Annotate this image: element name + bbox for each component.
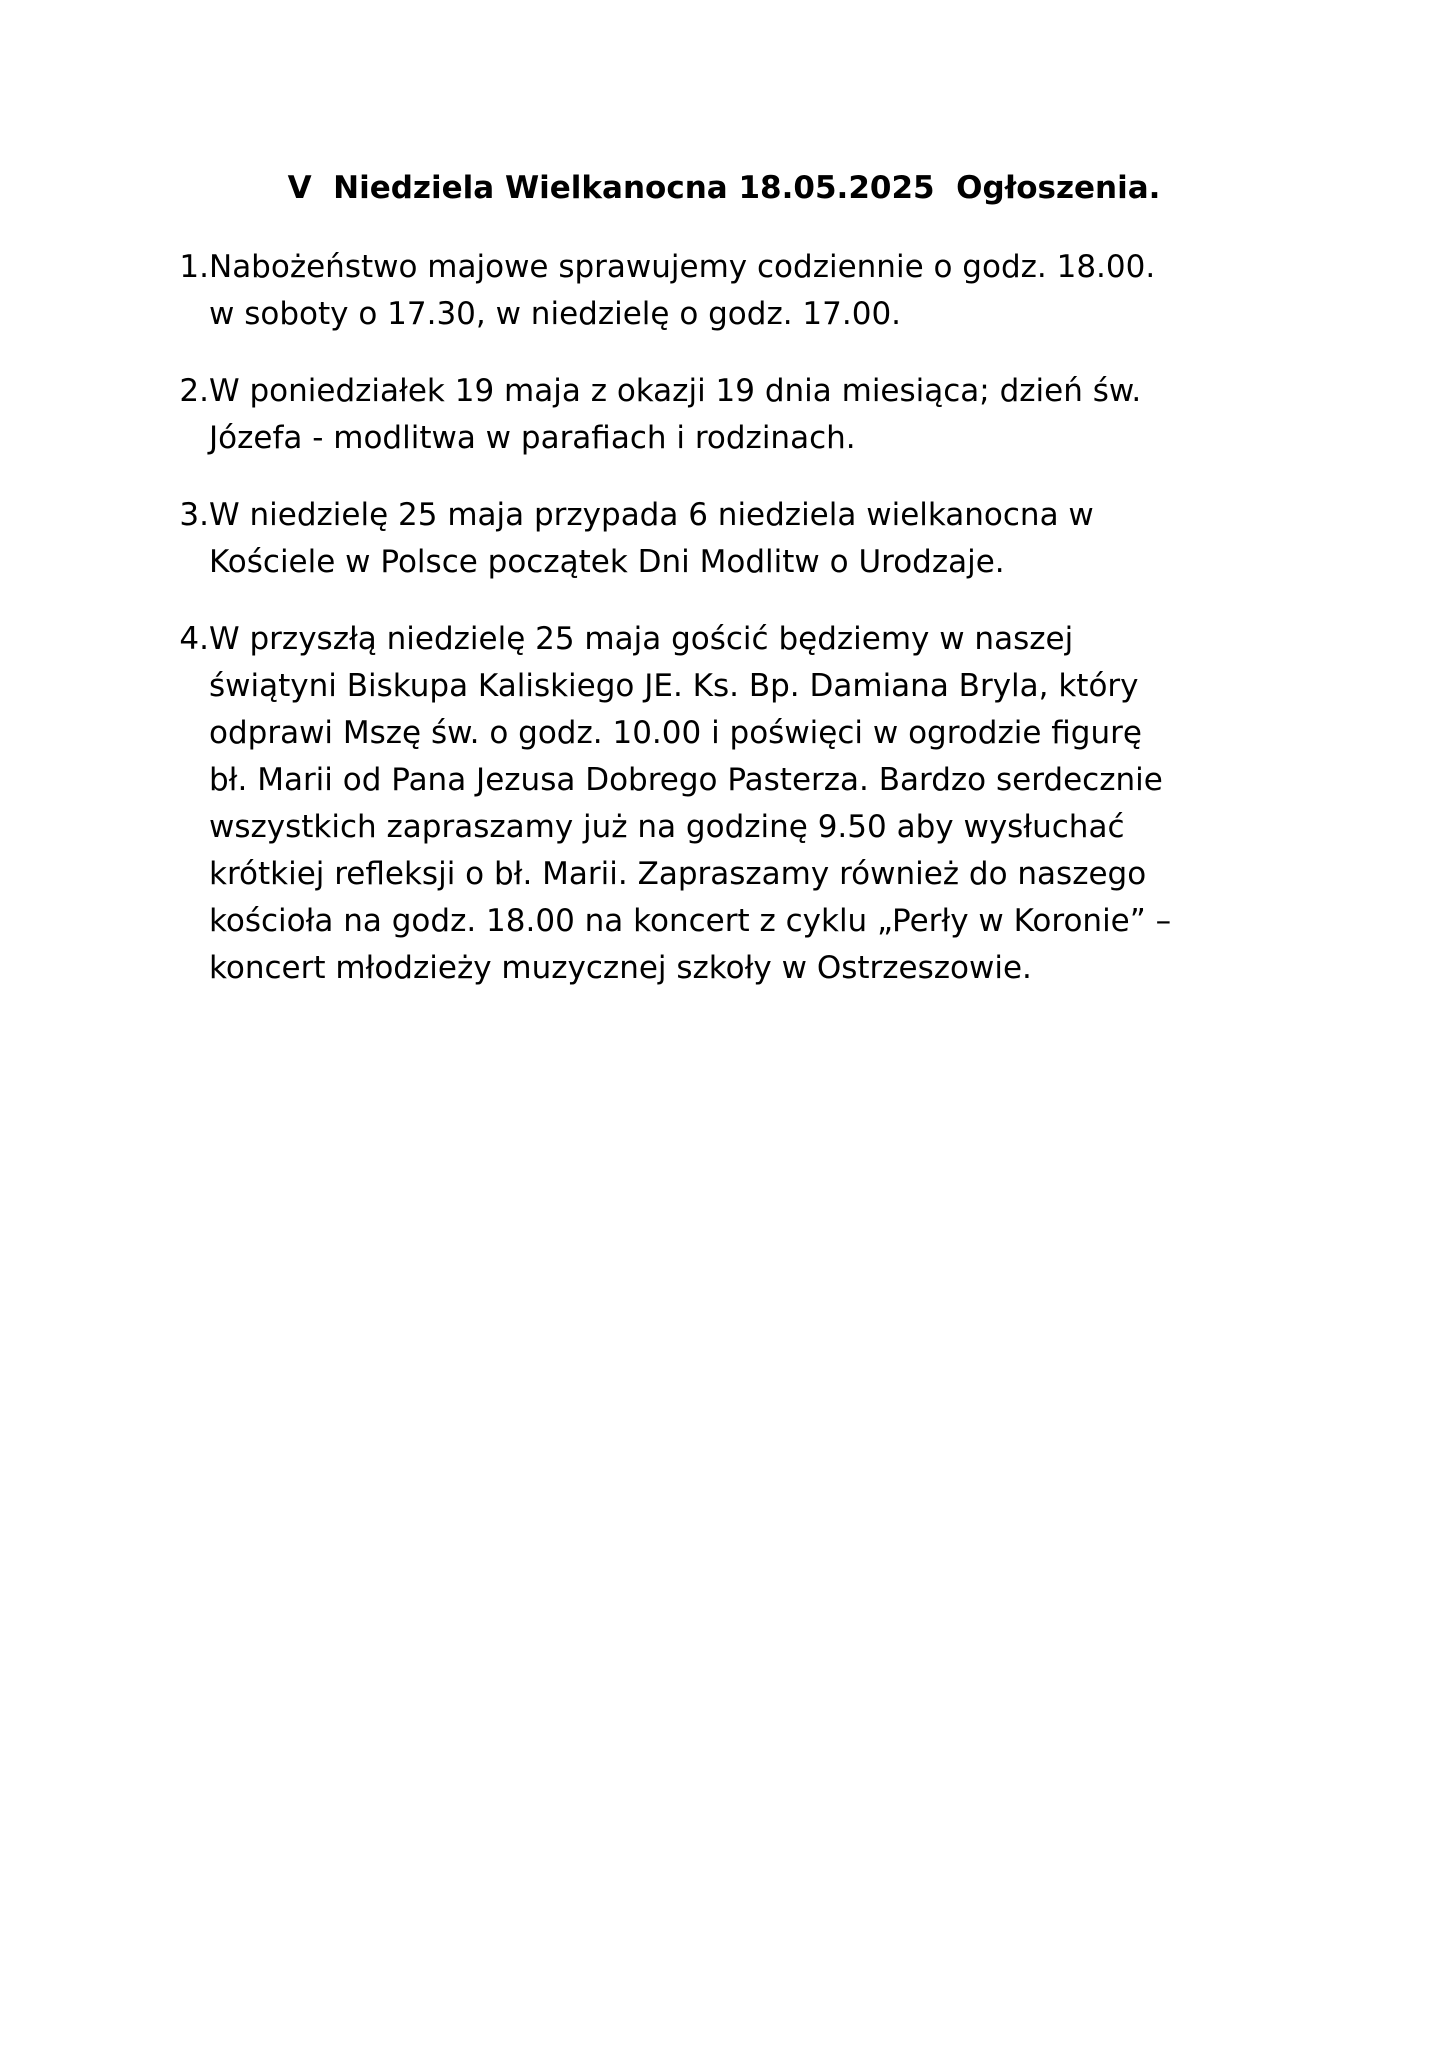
text-line: odprawi Mszę św. o godz. 10.00 i poświęci w ogrodzie figurę (209, 715, 1142, 751)
text-line: kościoła na godz. 18.00 na koncert z cyklu „Perły w Koronie” – (209, 903, 1172, 939)
text-line: W przyszłą niedzielę 25 maja gościć będziemy w naszej (209, 621, 1074, 657)
list-item (163, 492, 1323, 586)
announcements-list (163, 244, 1323, 1022)
text-line: w soboty o 17.30, w niedzielę o godz. 17.00. (209, 296, 902, 332)
list-item-text (209, 244, 1323, 338)
text-line: Józefa - modlitwa w parafiach i rodzinach. (209, 420, 856, 456)
page-title: V Niedziela Wielkanocna 18.05.2025 Ogłoszenia. (287, 170, 1161, 206)
list-item-text (209, 368, 1323, 462)
list-item (163, 368, 1323, 462)
list-item-text (209, 616, 1323, 992)
text-line: wszystkich zapraszamy już na godzinę 9.50 aby wysłuchać (209, 809, 1125, 845)
list-item-number: 2. (179, 373, 209, 409)
text-line: krótkiej refleksji o bł. Marii. Zapraszamy również do naszego (209, 856, 1147, 892)
list-item-text (209, 492, 1323, 586)
text-line: Nabożeństwo majowe sprawujemy codziennie o godz. 18.00. (209, 249, 1156, 285)
text-line: W niedzielę 25 maja przypada 6 niedziela wielkanocna w (209, 497, 1094, 533)
list-item-number: 1. (179, 249, 209, 285)
list-item (163, 616, 1323, 992)
list-item (163, 244, 1323, 338)
list-item-number: 3. (179, 497, 209, 533)
text-line: koncert młodzieży muzycznej szkoły w Ostrzeszowie. (209, 950, 1032, 986)
text-line: W poniedziałek 19 maja z okazji 19 dnia miesiąca; dzień św. (209, 373, 1142, 409)
text-line: bł. Marii od Pana Jezusa Dobrego Pasterza. Bardzo serdecznie (209, 762, 1163, 798)
list-item-number: 4. (179, 621, 209, 657)
text-line: świątyni Biskupa Kaliskiego JE. Ks. Bp. Damiana Bryla, który (209, 668, 1139, 704)
text-line: Kościele w Polsce początek Dni Modlitw o Urodzaje. (209, 544, 1005, 580)
